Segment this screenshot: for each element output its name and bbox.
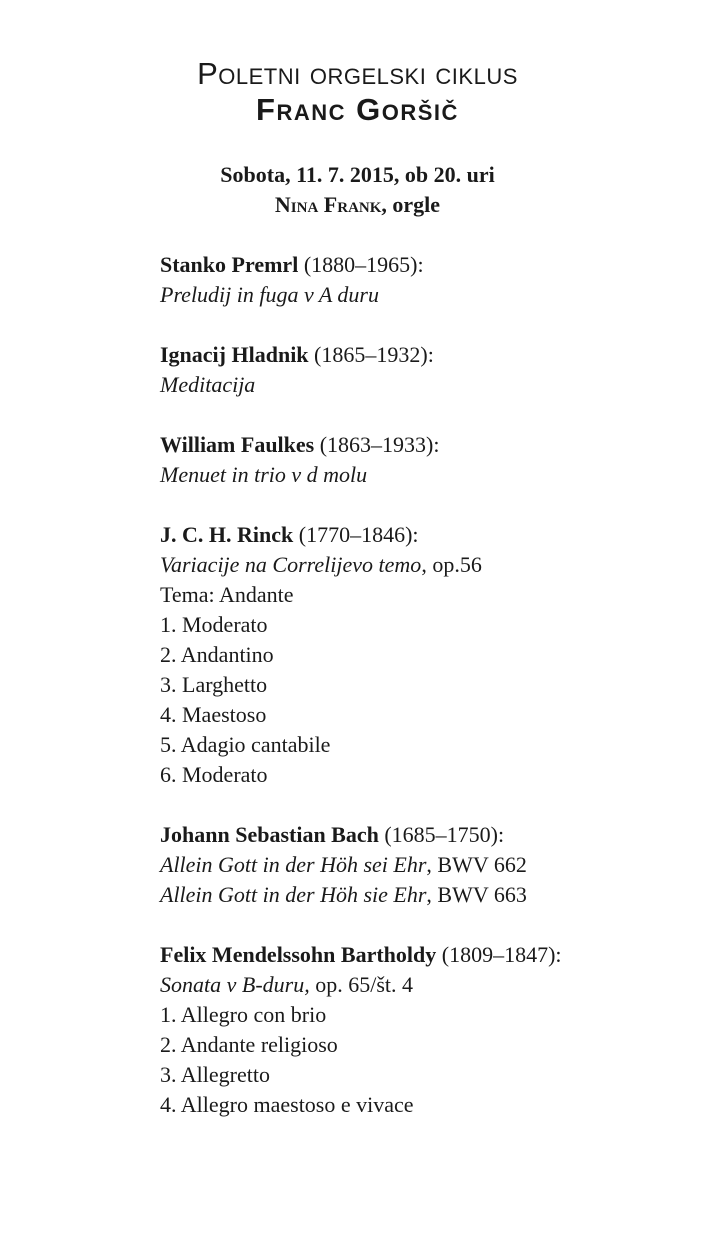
composer-name: Felix Mendelssohn Bartholdy bbox=[160, 942, 437, 967]
work-title: Preludij in fuga v A duru bbox=[160, 282, 379, 307]
work-catalog: , BWV 663 bbox=[426, 882, 527, 907]
series-title-line2: Franc Goršič bbox=[256, 92, 459, 127]
movement-item: 3. Allegretto bbox=[160, 1062, 270, 1087]
work-line bbox=[160, 370, 680, 400]
program-entry bbox=[160, 250, 680, 310]
concert-date: Sobota, 11. 7. 2015, ob 20. uri bbox=[220, 162, 495, 187]
composer-years: (1770–1846): bbox=[293, 522, 419, 547]
work-title: Sonata v B-duru, bbox=[160, 972, 310, 997]
program-list bbox=[160, 250, 680, 1150]
work-line bbox=[160, 550, 680, 580]
composer-line bbox=[160, 820, 680, 850]
program-entry bbox=[160, 520, 680, 790]
concert-performer bbox=[0, 190, 715, 220]
composer-line bbox=[160, 340, 680, 370]
work-title: Allein Gott in der Höh sie Ehr bbox=[160, 882, 427, 907]
composer-name: Johann Sebastian Bach bbox=[160, 822, 379, 847]
work-catalog: , op.56 bbox=[421, 552, 482, 577]
program-entry bbox=[160, 940, 680, 1120]
work-title: Allein Gott in der Höh sei Ehr bbox=[160, 852, 427, 877]
performer-instrument: , orgle bbox=[381, 192, 441, 217]
work-title: Menuet in trio v d molu bbox=[160, 462, 368, 487]
series-title-line1: Poletni orgelski ciklus bbox=[197, 56, 518, 91]
composer-years: (1880–1965): bbox=[298, 252, 424, 277]
work-line bbox=[160, 880, 680, 910]
work-catalog: op. 65/št. 4 bbox=[309, 972, 413, 997]
composer-name: Ignacij Hladnik bbox=[160, 342, 309, 367]
composer-years: (1685–1750): bbox=[378, 822, 505, 847]
work-line bbox=[160, 850, 680, 880]
movement-item: 2. Andantino bbox=[160, 642, 274, 667]
movement-item: 2. Andante religioso bbox=[160, 1032, 338, 1057]
composer-name: William Faulkes bbox=[160, 432, 315, 457]
program-entry bbox=[160, 820, 680, 910]
work-line bbox=[160, 970, 680, 1000]
composer-line bbox=[160, 430, 680, 460]
composer-line bbox=[160, 520, 680, 550]
movement-item: 1. Allegro con brio bbox=[160, 1002, 327, 1027]
movement-item: 5. Adagio cantabile bbox=[160, 732, 331, 757]
movement-item: 1. Moderato bbox=[160, 612, 268, 637]
movement-item: 6. Moderato bbox=[160, 762, 268, 787]
program-entry bbox=[160, 340, 680, 400]
movement-item: 4. Allegro maestoso e vivace bbox=[160, 1092, 414, 1117]
composer-name: J. C. H. Rinck bbox=[160, 522, 294, 547]
composer-line bbox=[160, 250, 680, 280]
composer-years: (1865–1932): bbox=[308, 342, 434, 367]
composer-line bbox=[160, 940, 680, 970]
work-line bbox=[160, 460, 680, 490]
composer-name: Stanko Premrl bbox=[160, 252, 299, 277]
movement-item: 4. Maestoso bbox=[160, 702, 267, 727]
program-entry bbox=[160, 430, 680, 490]
work-line bbox=[160, 280, 680, 310]
work-catalog: , BWV 662 bbox=[426, 852, 527, 877]
composer-years: (1863–1933): bbox=[314, 432, 440, 457]
work-title: Meditacija bbox=[160, 372, 256, 397]
performer-name: Nina Frank bbox=[274, 192, 382, 217]
movement-item: Tema: Andante bbox=[160, 582, 294, 607]
work-title: Variacije na Correlijevo temo bbox=[160, 552, 422, 577]
movement-item: 3. Larghetto bbox=[160, 672, 268, 697]
composer-years: (1809–1847): bbox=[436, 942, 562, 967]
